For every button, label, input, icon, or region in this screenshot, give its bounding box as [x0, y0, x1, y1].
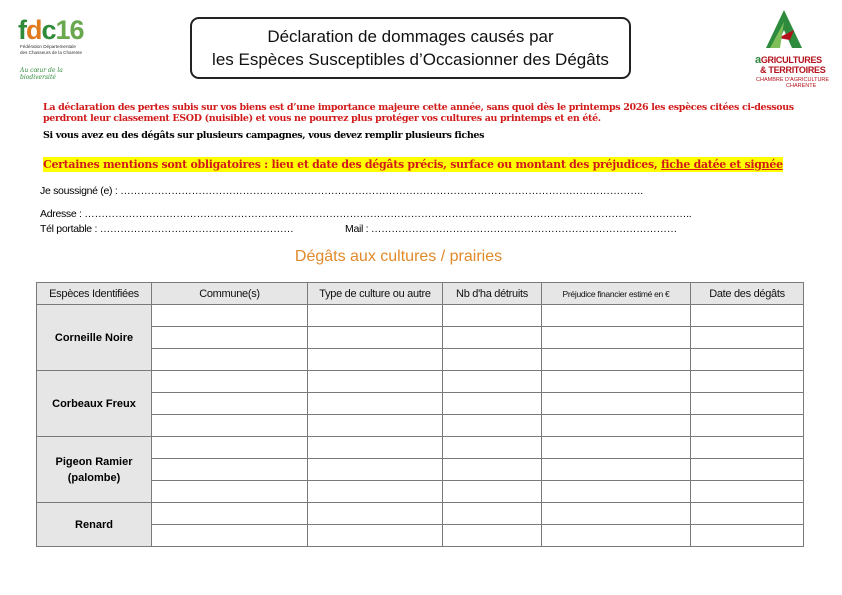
table-row: [37, 305, 804, 327]
chambre-agriculture-logo: [752, 8, 838, 98]
table-input-cell[interactable]: [542, 503, 691, 525]
table-input-cell[interactable]: [542, 393, 691, 415]
table-header-row: [37, 283, 804, 305]
table-row: [37, 503, 804, 525]
table-input-cell[interactable]: [152, 415, 308, 437]
tel-label: Tél portable :: [40, 223, 100, 235]
table-body: [37, 305, 804, 547]
table-input-cell[interactable]: [443, 525, 542, 547]
table-input-cell[interactable]: [691, 305, 804, 327]
table-input-cell[interactable]: [542, 305, 691, 327]
table-input-cell[interactable]: [308, 437, 443, 459]
section-title: [0, 248, 797, 266]
table-input-cell[interactable]: [152, 437, 308, 459]
table-input-cell[interactable]: [542, 349, 691, 371]
table-input-cell[interactable]: [691, 393, 804, 415]
table-input-cell[interactable]: [308, 393, 443, 415]
table-input-cell[interactable]: [308, 503, 443, 525]
table-row: [37, 437, 804, 459]
mandatory-underlined-text: fiche datée et signée: [660, 158, 783, 171]
title-line-1: Déclaration de dommages causés par: [267, 27, 554, 46]
table-row: [37, 371, 804, 393]
table-input-cell[interactable]: [691, 503, 804, 525]
table-row: [37, 415, 804, 437]
table-input-cell[interactable]: [542, 459, 691, 481]
table-input-cell[interactable]: [443, 327, 542, 349]
table-row: [37, 327, 804, 349]
table-input-cell[interactable]: [542, 481, 691, 503]
mandatory-fields-notice: [43, 157, 783, 172]
soussigne-dots[interactable]: ……………………………………………………………………………………………………………………………………….: [120, 185, 643, 197]
table-input-cell[interactable]: [443, 503, 542, 525]
table-input-cell[interactable]: [308, 349, 443, 371]
damages-table: [36, 282, 804, 547]
soussigne-label: Je soussigné (e) :: [40, 185, 121, 197]
chambre-agriculture-logo-mark: [764, 8, 804, 50]
table-input-cell[interactable]: [542, 437, 691, 459]
table-input-cell[interactable]: [691, 459, 804, 481]
table-input-cell[interactable]: [308, 415, 443, 437]
logo-text-line-2: & TERRITOIRES: [760, 65, 826, 75]
species-cell: Renard: [37, 503, 152, 547]
table-input-cell[interactable]: [308, 481, 443, 503]
table-input-cell[interactable]: [152, 503, 308, 525]
table-input-cell[interactable]: [308, 525, 443, 547]
adresse-dots[interactable]: ……………………………………………………………………………………………………………………………………………………………..: [84, 208, 692, 220]
table-input-cell[interactable]: [308, 305, 443, 327]
table-input-cell[interactable]: [152, 327, 308, 349]
table-input-cell[interactable]: [443, 349, 542, 371]
table-input-cell[interactable]: [152, 371, 308, 393]
esod-warning-notice: La déclaration des pertes subis sur vos biens est d’une importance majeure cette année, sans quoi dès le printemps 2026 les espèces citées ci-dessous perdront leur classement ESOD (nuisible) et vous ne pourrez plus protéger vos cultures au printemps et en été.: [43, 102, 794, 124]
table-input-cell[interactable]: [152, 525, 308, 547]
table-row: [37, 481, 804, 503]
logo-text-line-3: CHAMBRE D'AGRICULTURE: [756, 77, 830, 83]
table-row: [37, 459, 804, 481]
title-line-2: les Espèces Susceptibles d’Occasionner des Dégâts: [212, 50, 609, 69]
table-input-cell[interactable]: [691, 481, 804, 503]
table-input-cell[interactable]: [308, 371, 443, 393]
multiple-campaigns-notice: Si vous avez eu des dégâts sur plusieurs campagnes, vous devez remplir plusieurs fiches: [43, 130, 485, 141]
header-prejudice: Préjudice financier estimé en €: [542, 283, 691, 305]
table-input-cell[interactable]: [443, 481, 542, 503]
org-line: des Chasseurs de la Charente: [20, 49, 83, 55]
header-nb-ha: Nb d'ha détruits: [443, 283, 542, 305]
table-input-cell[interactable]: [542, 525, 691, 547]
table-input-cell[interactable]: [152, 349, 308, 371]
fdc16-org-name: [20, 44, 100, 55]
table-input-cell[interactable]: [443, 415, 542, 437]
fdc16-logo-mark: fdc16: [18, 15, 84, 45]
section-title-text: Dégâts aux cultures / prairies: [294, 248, 503, 265]
tel-dots[interactable]: …………………………………………………: [99, 223, 294, 235]
adresse-label: Adresse :: [40, 208, 85, 220]
logo-text-line-4: CHARENTE: [786, 83, 817, 89]
table-input-cell[interactable]: [443, 393, 542, 415]
species-cell: Corneille Noire: [37, 305, 152, 371]
table-input-cell[interactable]: [542, 415, 691, 437]
table-input-cell[interactable]: [152, 305, 308, 327]
table-input-cell[interactable]: [443, 371, 542, 393]
table-row: [37, 349, 804, 371]
logo-letter-a: a: [755, 54, 761, 66]
table-input-cell[interactable]: [308, 327, 443, 349]
tel-field[interactable]: [40, 223, 294, 235]
table-row: [37, 525, 804, 547]
table-input-cell[interactable]: [542, 327, 691, 349]
table-input-cell[interactable]: [443, 437, 542, 459]
table-input-cell[interactable]: [152, 459, 308, 481]
header-communes: Commune(s): [152, 283, 308, 305]
table-input-cell[interactable]: [691, 327, 804, 349]
table-input-cell[interactable]: [152, 481, 308, 503]
table-input-cell[interactable]: [308, 459, 443, 481]
table-input-cell[interactable]: [691, 349, 804, 371]
table-row: [37, 393, 804, 415]
table-input-cell[interactable]: [443, 305, 542, 327]
fdc16-tagline: Au cœur de la biodiversité: [20, 67, 63, 81]
document-title-box: [190, 17, 631, 79]
org-line: Fédération Départementale: [20, 44, 76, 49]
header-date: Date des dégâts: [691, 283, 804, 305]
mail-dots[interactable]: ………………………………………………………………………………: [370, 223, 677, 235]
species-cell: Pigeon Ramier (palombe): [37, 437, 152, 503]
header-especes: Espèces Identifiées: [37, 283, 152, 305]
table-input-cell[interactable]: [691, 371, 804, 393]
species-cell: Corbeaux Freux: [37, 371, 152, 437]
logo-word: GRICULTURES: [760, 55, 822, 65]
mail-field[interactable]: [345, 223, 677, 235]
soussigne-field[interactable]: [40, 185, 643, 197]
table-input-cell[interactable]: [443, 459, 542, 481]
table-input-cell[interactable]: [691, 437, 804, 459]
adresse-field[interactable]: [40, 208, 691, 220]
mail-label: Mail :: [345, 223, 371, 235]
header-type-culture: Type de culture ou autre: [308, 283, 443, 305]
mandatory-text: Certaines mentions sont obligatoires : lieu et date des dégâts précis, surface ou montant des préjudices,: [43, 158, 661, 171]
fdc16-logo: [18, 16, 98, 80]
table-input-cell[interactable]: [691, 415, 804, 437]
table-input-cell[interactable]: [152, 393, 308, 415]
table-input-cell[interactable]: [542, 371, 691, 393]
table-input-cell[interactable]: [691, 525, 804, 547]
